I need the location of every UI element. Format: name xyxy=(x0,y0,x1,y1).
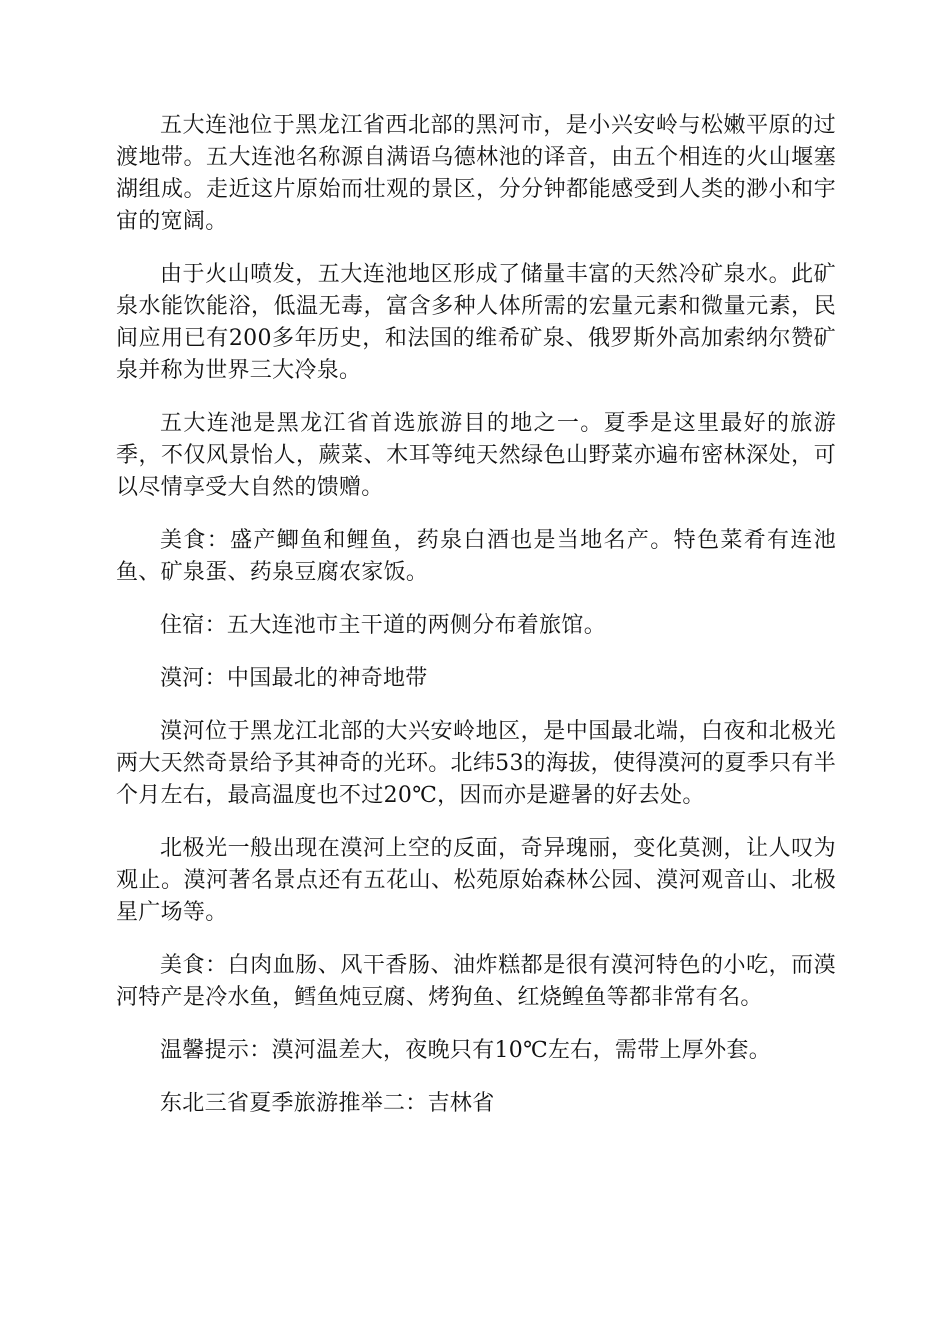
paragraph-summer-travel: 五大连池是黑龙江省首选旅游目的地之一。夏季是这里最好的旅游季，不仅风景怡人，蕨菜、木耳等纯天然绿色山野菜亦遍布密林深处，可以尽情享受大自然的馈赠。 xyxy=(116,411,836,500)
section-heading-jilin: 东北三省夏季旅游推举二：吉林省 xyxy=(160,1091,495,1116)
paragraph-mohe-food: 美食：白肉血肠、风干香肠、油炸糕都是很有漠河特色的小吃，而漠河特产是冷水鱼，鳕鱼炖豆腐、烤狗鱼、红烧鳇鱼等都非常有名。 xyxy=(116,953,836,1010)
paragraph-wudalianchi-intro: 五大连池位于黑龙江省西北部的黑河市，是小兴安岭与松嫩平原的过渡地带。五大连池名称源自满语乌德林池的译音，由五个相连的火山堰塞湖组成。走近这片原始而壮观的景区，分分钟都能感受到人类的渺小和宇宙的宽阔。 xyxy=(116,113,836,234)
paragraph-aurora: 北极光一般出现在漠河上空的反面，奇异瑰丽，变化莫测，让人叹为观止。漠河著名景点还有五花山、松苑原始森林公园、漠河观音山、北极星广场等。 xyxy=(116,836,836,925)
section-heading-mohe: 漠河：中国最北的神奇地带 xyxy=(160,666,428,691)
document-body xyxy=(116,110,836,1141)
paragraph-mohe-tip: 温馨提示：漠河温差大，夜晚只有10℃左右，需带上厚外套。 xyxy=(160,1038,772,1063)
paragraph-mineral-spring: 由于火山喷发，五大连池地区形成了储量丰富的天然冷矿泉水。此矿泉水能饮能浴，低温无毒，富含多种人体所需的宏量元素和微量元素，民间应用已有200多年历史，和法国的维希矿泉、俄罗斯外高加索纳尔赞矿泉并称为世界三大冷泉。 xyxy=(116,262,836,383)
paragraph-wudalianchi-food: 美食：盛产鲫鱼和鲤鱼，药泉白酒也是当地名产。特色菜肴有连池鱼、矿泉蛋、药泉豆腐农家饭。 xyxy=(116,528,836,585)
paragraph-wudalianchi-lodging: 住宿：五大连池市主干道的两侧分布着旅馆。 xyxy=(160,613,607,638)
paragraph-mohe-intro: 漠河位于黑龙江北部的大兴安岭地区，是中国最北端，白夜和北极光两大天然奇景给予其神奇的光环。北纬53的海拔，使得漠河的夏季只有半个月左右，最高温度也不过20℃，因而亦是避暑的好去处。 xyxy=(116,719,836,808)
